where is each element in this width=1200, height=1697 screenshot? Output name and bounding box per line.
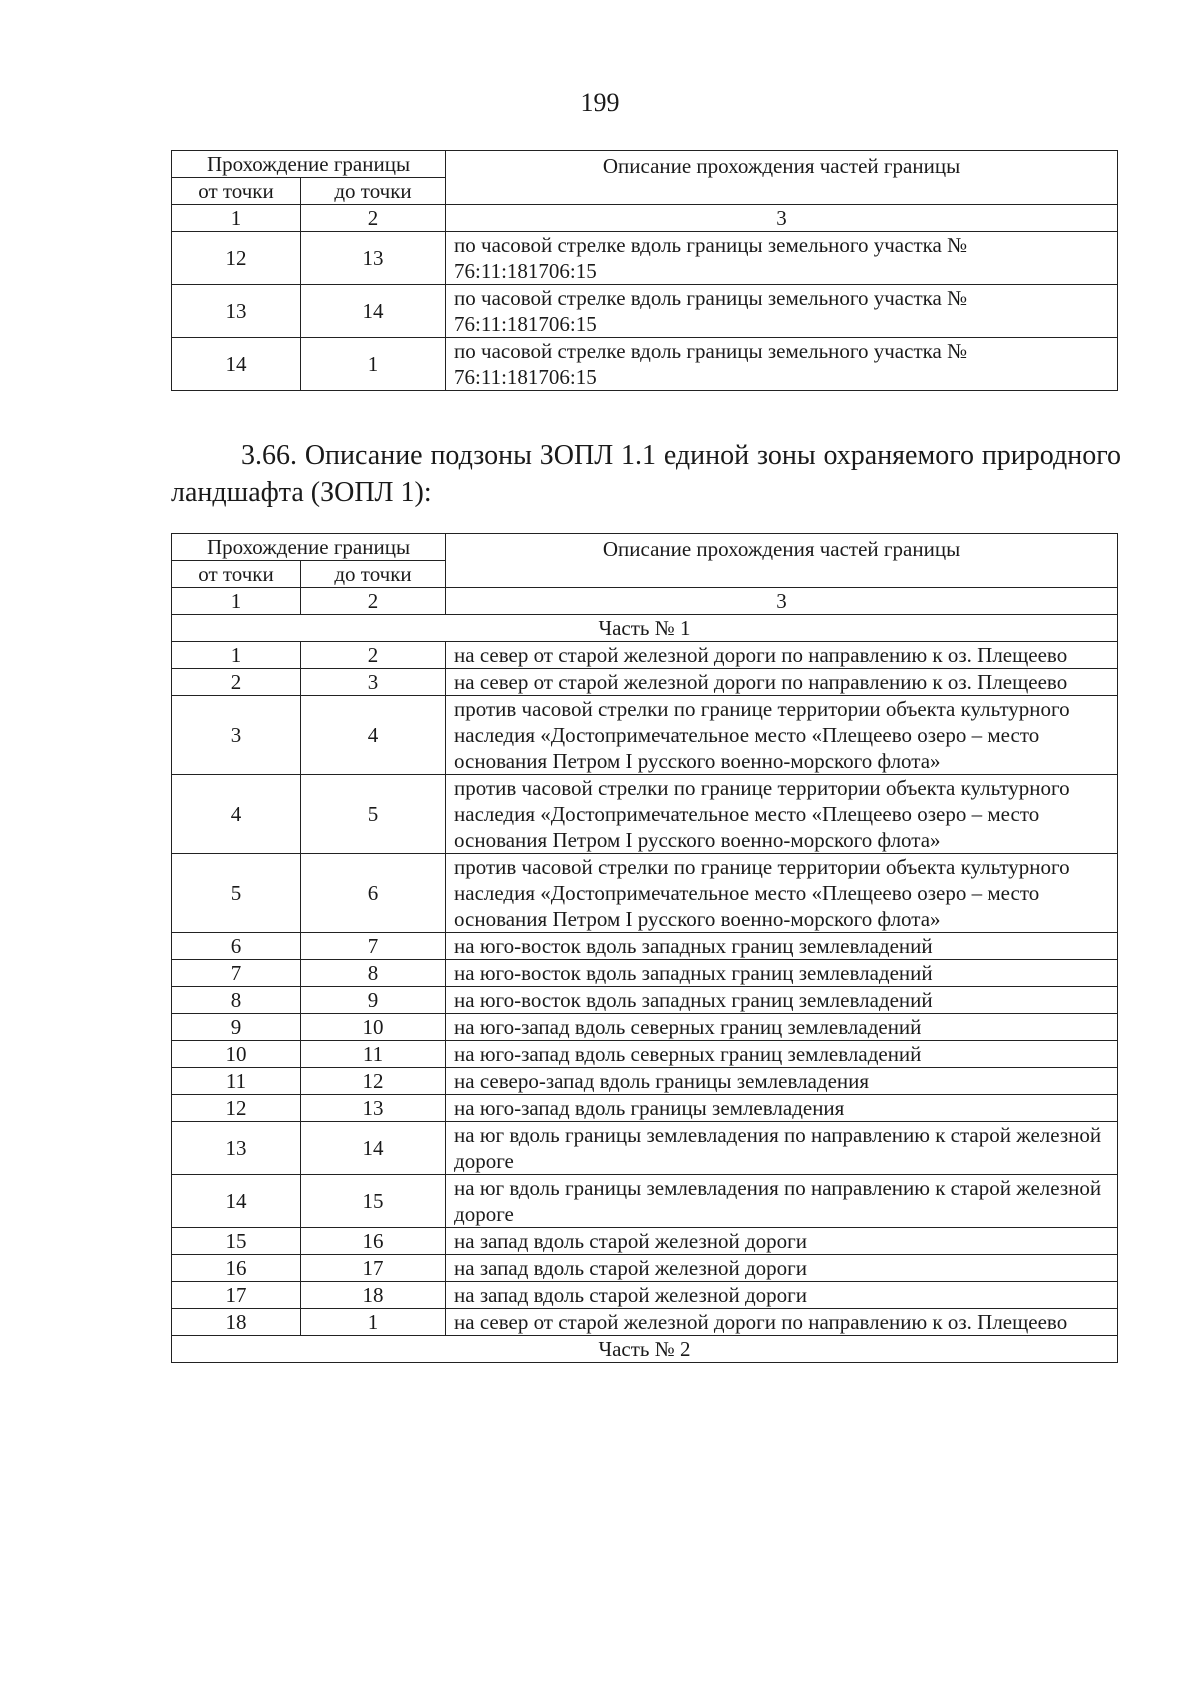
column-number-1: 1	[172, 205, 301, 232]
from-point-cell: 18	[172, 1309, 301, 1336]
from-point-cell: 4	[172, 775, 301, 854]
from-point-cell: 15	[172, 1228, 301, 1255]
description-cell: по часовой стрелке вдоль границы земельного участка № 76:11:181706:15	[446, 285, 1118, 338]
to-point-cell: 17	[301, 1255, 446, 1282]
column-number-row	[172, 588, 1118, 615]
column-number-3: 3	[446, 205, 1118, 232]
table-row	[172, 1228, 1118, 1255]
table-row	[172, 669, 1118, 696]
header-from-point: от точки	[172, 178, 301, 205]
from-point-cell: 12	[172, 1095, 301, 1122]
to-point-cell: 12	[301, 1068, 446, 1095]
to-point-cell: 11	[301, 1041, 446, 1068]
page-number: 199	[580, 88, 620, 117]
description-cell: на юго-восток вдоль западных границ землевладений	[446, 987, 1118, 1014]
table-row	[172, 854, 1118, 933]
table-row	[172, 1041, 1118, 1068]
from-point-cell: 8	[172, 987, 301, 1014]
header-to-point: до точки	[301, 561, 446, 588]
table-header-row	[172, 151, 1118, 178]
description-cell: против часовой стрелки по границе территории объекта культурного наследия «Достопримечательное место «Плещеево озеро – место основания Петром I русского военно-морского флота»	[446, 696, 1118, 775]
table-row	[172, 1282, 1118, 1309]
description-cell: на юго-восток вдоль западных границ землевладений	[446, 960, 1118, 987]
from-point-cell: 17	[172, 1282, 301, 1309]
table-row	[172, 1122, 1118, 1175]
to-point-cell: 3	[301, 669, 446, 696]
description-cell: на юг вдоль границы землевладения по направлению к старой железной дороге	[446, 1175, 1118, 1228]
description-cell: по часовой стрелке вдоль границы земельного участка № 76:11:181706:15	[446, 232, 1118, 285]
from-point-cell: 6	[172, 933, 301, 960]
header-description: Описание прохождения частей границы	[446, 534, 1118, 588]
to-point-cell: 5	[301, 775, 446, 854]
from-point-cell: 2	[172, 669, 301, 696]
header-from-point: от точки	[172, 561, 301, 588]
to-point-cell: 9	[301, 987, 446, 1014]
section-heading: 3.66. Описание подзоны ЗОПЛ 1.1 единой зоны охраняемого природного ландшафта (ЗОПЛ 1):	[171, 440, 1121, 508]
description-cell: на запад вдоль старой железной дороги	[446, 1228, 1118, 1255]
from-point-cell: 3	[172, 696, 301, 775]
from-point-cell: 9	[172, 1014, 301, 1041]
to-point-cell: 16	[301, 1228, 446, 1255]
description-cell: на юго-восток вдоль западных границ землевладений	[446, 933, 1118, 960]
column-number-2: 2	[301, 588, 446, 615]
table-row	[172, 1068, 1118, 1095]
part-1-label: Часть № 1	[172, 615, 1118, 642]
from-point-cell: 16	[172, 1255, 301, 1282]
boundary-table-2	[171, 533, 1118, 1363]
table-row	[172, 1255, 1118, 1282]
description-cell: против часовой стрелки по границе территории объекта культурного наследия «Достопримечательное место «Плещеево озеро – место основания Петром I русского военно-морского флота»	[446, 854, 1118, 933]
from-point-cell: 13	[172, 285, 301, 338]
description-cell: на север от старой железной дороги по направлению к оз. Плещеево	[446, 669, 1118, 696]
column-number-row	[172, 205, 1118, 232]
from-point-cell: 13	[172, 1122, 301, 1175]
to-point-cell: 13	[301, 232, 446, 285]
table-row	[172, 285, 1118, 338]
from-point-cell: 14	[172, 338, 301, 391]
to-point-cell: 18	[301, 1282, 446, 1309]
table-2-body	[172, 534, 1118, 1363]
table-row	[172, 987, 1118, 1014]
from-point-cell: 11	[172, 1068, 301, 1095]
table-row	[172, 338, 1118, 391]
from-point-cell: 7	[172, 960, 301, 987]
from-point-cell: 12	[172, 232, 301, 285]
to-point-cell: 7	[301, 933, 446, 960]
from-point-cell: 5	[172, 854, 301, 933]
header-to-point: до точки	[301, 178, 446, 205]
from-point-cell: 10	[172, 1041, 301, 1068]
table-header-row	[172, 534, 1118, 561]
description-cell: на запад вдоль старой железной дороги	[446, 1255, 1118, 1282]
column-number-1: 1	[172, 588, 301, 615]
description-cell: на север от старой железной дороги по направлению к оз. Плещеево	[446, 642, 1118, 669]
to-point-cell: 13	[301, 1095, 446, 1122]
description-cell: на юго-запад вдоль границы землевладения	[446, 1095, 1118, 1122]
to-point-cell: 10	[301, 1014, 446, 1041]
part-row	[172, 615, 1118, 642]
from-point-cell: 1	[172, 642, 301, 669]
to-point-cell: 14	[301, 285, 446, 338]
description-cell: на юго-запад вдоль северных границ землевладений	[446, 1041, 1118, 1068]
table-row	[172, 1095, 1118, 1122]
to-point-cell: 1	[301, 338, 446, 391]
to-point-cell: 15	[301, 1175, 446, 1228]
description-cell: на северо-запад вдоль границы землевладения	[446, 1068, 1118, 1095]
to-point-cell: 4	[301, 696, 446, 775]
to-point-cell: 6	[301, 854, 446, 933]
header-description: Описание прохождения частей границы	[446, 151, 1118, 205]
description-cell: на запад вдоль старой железной дороги	[446, 1282, 1118, 1309]
to-point-cell: 2	[301, 642, 446, 669]
to-point-cell: 1	[301, 1309, 446, 1336]
description-cell: на север от старой железной дороги по направлению к оз. Плещеево	[446, 1309, 1118, 1336]
to-point-cell: 8	[301, 960, 446, 987]
table-row	[172, 1175, 1118, 1228]
table-1-body	[172, 151, 1118, 391]
part-2-label: Часть № 2	[172, 1336, 1118, 1363]
column-number-2: 2	[301, 205, 446, 232]
description-cell: против часовой стрелки по границе территории объекта культурного наследия «Достопримечательное место «Плещеево озеро – место основания Петром I русского военно-морского флота»	[446, 775, 1118, 854]
part-row	[172, 1336, 1118, 1363]
description-cell: на юг вдоль границы землевладения по направлению к старой железной дороге	[446, 1122, 1118, 1175]
header-boundary-passage: Прохождение границы	[172, 151, 446, 178]
table-row	[172, 933, 1118, 960]
to-point-cell: 14	[301, 1122, 446, 1175]
table-row	[172, 232, 1118, 285]
description-cell: по часовой стрелке вдоль границы земельного участка № 76:11:181706:15	[446, 338, 1118, 391]
boundary-table-1	[171, 150, 1118, 391]
description-cell: на юго-запад вдоль северных границ землевладений	[446, 1014, 1118, 1041]
column-number-3: 3	[446, 588, 1118, 615]
table-row	[172, 1309, 1118, 1336]
header-boundary-passage: Прохождение границы	[172, 534, 446, 561]
table-row	[172, 696, 1118, 775]
table-row	[172, 1014, 1118, 1041]
table-row	[172, 960, 1118, 987]
table-row	[172, 775, 1118, 854]
table-row	[172, 642, 1118, 669]
from-point-cell: 14	[172, 1175, 301, 1228]
